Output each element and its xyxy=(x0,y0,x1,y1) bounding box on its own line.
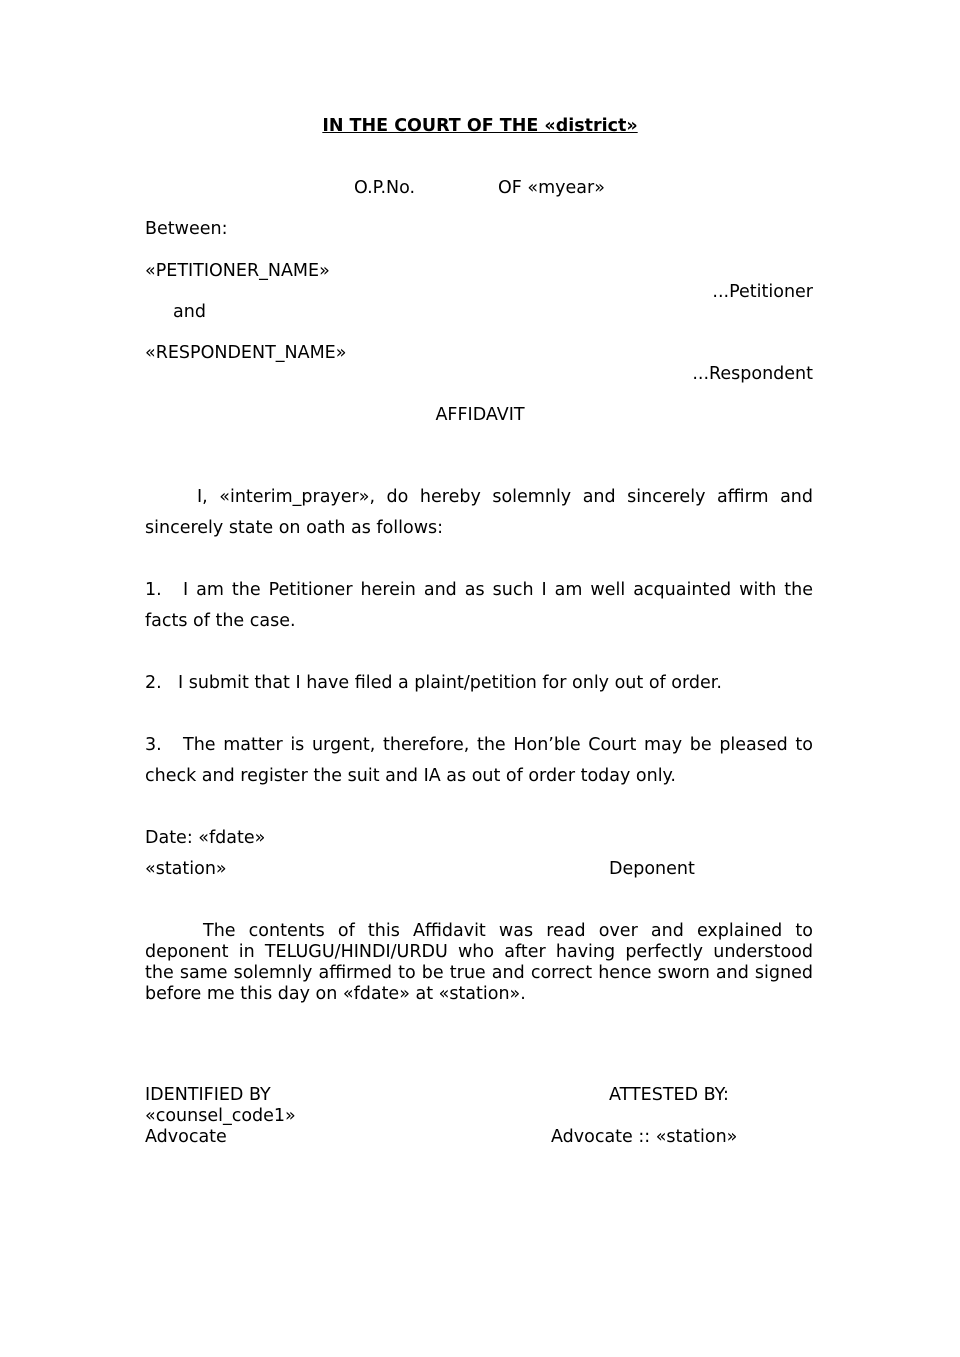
and-label: and xyxy=(173,302,206,322)
petitioner-role: ...Petitioner xyxy=(712,282,813,302)
paragraph-number: 1. xyxy=(145,580,162,600)
paragraph-3 xyxy=(145,730,813,792)
petitioner-name: «PETITIONER_NAME» xyxy=(145,261,330,281)
court-title: IN THE COURT OF THE «district» xyxy=(322,116,638,136)
counsel-code: «counsel_code1» xyxy=(145,1106,296,1126)
date-line: Date: «fdate» xyxy=(145,828,266,848)
paragraph-1 xyxy=(145,575,813,637)
between-label: Between: xyxy=(145,219,228,239)
station-line: «station» xyxy=(145,859,227,879)
intro-paragraph: I, «interim_prayer», do hereby solemnly and sincerely affirm and sincerely state on oath as follows: xyxy=(145,487,813,538)
respondent-role: ...Respondent xyxy=(692,364,813,384)
verification-paragraph: The contents of this Affidavit was read over and explained to deponent in TELUGU/HINDI/URDU who after having perfectly understood the same solemnly affirmed to be true and correct hence sworn and signed before me this day on «fdate» at «station». xyxy=(145,921,813,1004)
paragraph-number: 2. xyxy=(145,673,162,693)
paragraph-2 xyxy=(145,668,813,699)
paragraph-number: 3. xyxy=(145,735,162,755)
document-type: AFFIDAVIT xyxy=(435,405,525,425)
respondent-name: «RESPONDENT_NAME» xyxy=(145,343,347,363)
paragraph-text: I submit that I have filed a plaint/petition for only out of order. xyxy=(178,673,722,693)
advocate-left: Advocate xyxy=(145,1127,227,1147)
paragraph-text: The matter is urgent, therefore, the Hon’ble Court may be pleased to check and register the suit and IA as out of order today only. xyxy=(145,735,813,786)
deponent-label: Deponent xyxy=(609,859,695,879)
advocate-right: Advocate :: «station» xyxy=(551,1127,738,1147)
attested-by-label: ATTESTED BY: xyxy=(609,1085,729,1105)
case-year: OF «myear» xyxy=(498,178,605,198)
identified-by-label: IDENTIFIED BY xyxy=(145,1085,271,1105)
paragraph-text: I am the Petitioner herein and as such I am well acquainted with the facts of the case. xyxy=(145,580,813,631)
op-no-label: O.P.No. xyxy=(354,178,416,198)
